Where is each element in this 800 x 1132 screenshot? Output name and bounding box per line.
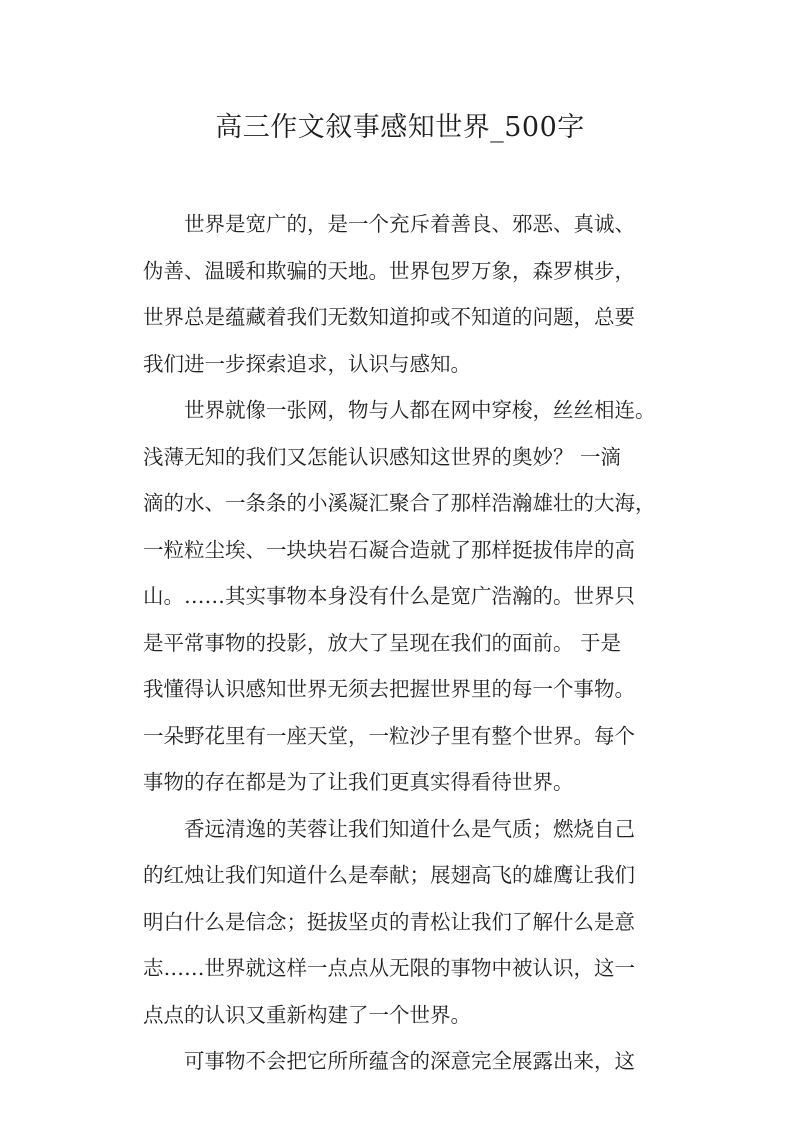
- text-line: 伪善、温暖和欺骗的天地。世界包罗万象，森罗棋步，: [143, 258, 635, 283]
- text-line: 世界是宽广的，是一个充斥着善良、邪恶、真诚、: [184, 212, 635, 236]
- document-body: [143, 206, 663, 1090]
- text-line: 滴的水、一条条的小溪凝汇聚合了那样浩瀚雄壮的大海，: [143, 491, 656, 515]
- text-line: 志……世界就这样一点点从无限的事物中被认识，这一: [143, 956, 635, 980]
- text-line: 一朵野花里有一座天堂，一粒沙子里有整个世界。每个: [143, 723, 635, 748]
- text-line: 世界就像一张网，物与人都在网中穿梭，丝丝相连。: [184, 398, 656, 422]
- document-title: 高三作文叙事感知世界_500字: [215, 112, 585, 143]
- paragraph-1: [143, 206, 663, 392]
- text-line: 一粒粒尘埃、一块块岩石凝合造就了那样挺拔伟岸的高: [143, 537, 635, 562]
- text-line: 世界总是蕴藏着我们无数知道抑或不知道的问题，总要: [143, 305, 635, 329]
- text-line: 山。……其实事物本身没有什么是宽广浩瀚的。世界只: [143, 584, 635, 608]
- paragraph-2: [143, 392, 663, 811]
- text-line: 是平常事物的投影，放大了呈现在我们的面前。 于是: [143, 630, 622, 655]
- text-line: 浅薄无知的我们又怎能认识感知这世界的奥妙？ 一滴: [143, 444, 622, 469]
- text-line: 我懂得认识感知世界无须去把握世界里的每一个事物。: [143, 677, 635, 701]
- text-line: 明白什么是信念；挺拔坚贞的青松让我们了解什么是意: [143, 909, 635, 934]
- text-line: 可事物不会把它所所蕴含的深意完全展露出来，这: [184, 1049, 635, 1073]
- text-line: 香远清逸的芙蓉让我们知道什么是气质；燃烧自己: [184, 816, 635, 841]
- text-line: 的红烛让我们知道什么是奉献；展翅高飞的雄鹰让我们: [143, 863, 635, 887]
- text-line: 点点的认识又重新构建了一个世界。: [143, 1002, 471, 1027]
- paragraph-4: [143, 1043, 663, 1090]
- text-line: 事物的存在都是为了让我们更真实得看待世界。: [143, 770, 574, 794]
- paragraph-3: [143, 811, 663, 1044]
- text-line: 我们进一步探索追求，认识与感知。: [143, 351, 471, 376]
